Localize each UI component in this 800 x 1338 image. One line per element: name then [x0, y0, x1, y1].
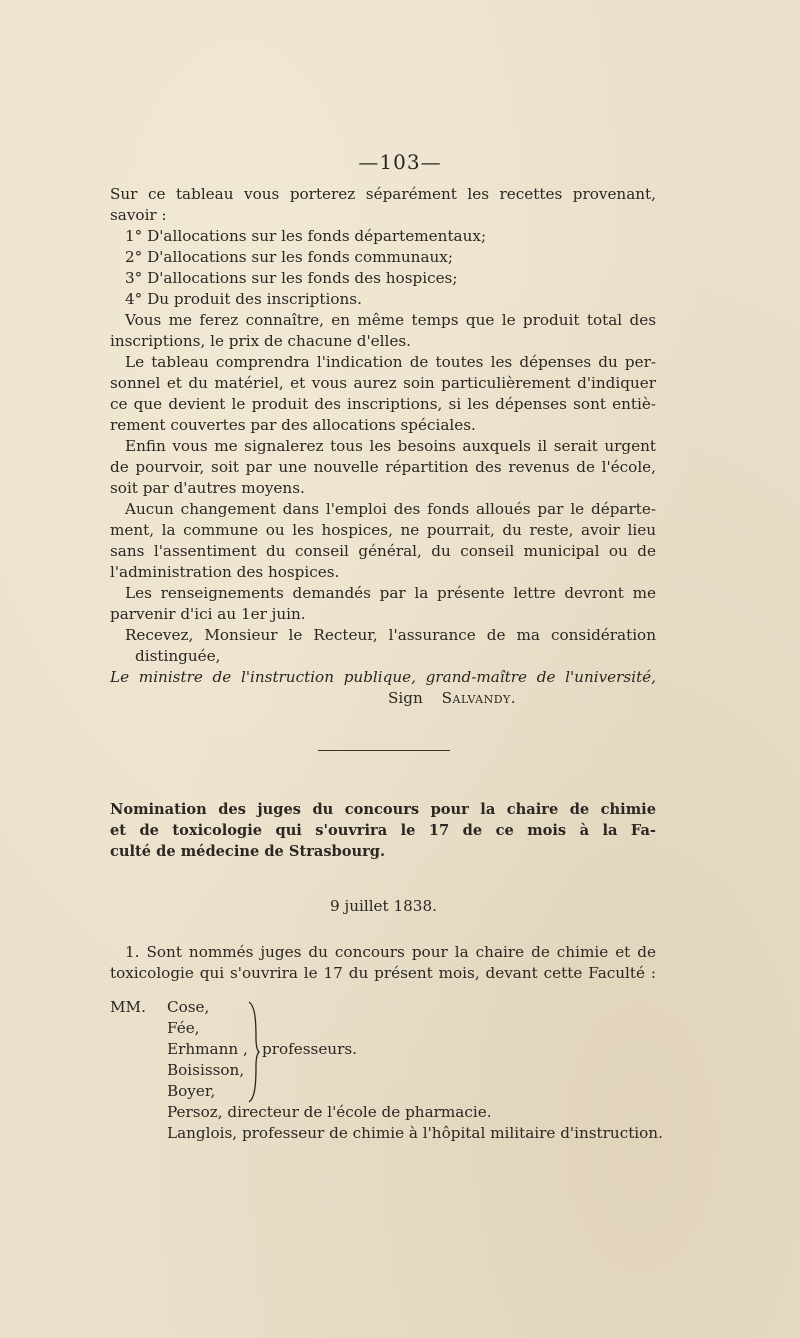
letter-line: ment, la commune ou les hospices, ne pourrait, du reste, avoir lieu: [110, 521, 656, 539]
letter-line: 4° Du produit des inscriptions.: [125, 290, 362, 308]
letter-line: 3° D'allocations sur les fonds des hospices;: [125, 269, 458, 287]
section-heading-line: Nomination des juges du concours pour la chaire de chimie: [110, 801, 656, 818]
professors-title: professeurs.: [262, 1040, 357, 1058]
letter-line: Aucun changement dans l'emploi des fonds alloués par le départe-: [125, 500, 656, 518]
professor-name: Cose,: [167, 998, 210, 1016]
letter-line: sans l'assentiment du conseil général, du conseil municipal ou de: [110, 542, 656, 560]
curly-brace-icon: [246, 1000, 260, 1104]
letter-line: de pourvoir, soit par une nouvelle répartition des revenus de l'école,: [110, 458, 656, 476]
section-heading-line: culté de médecine de Strasbourg.: [110, 843, 386, 860]
section-heading-line: et de toxicologie qui s'ouvrira le 17 de ce mois à la Fa-: [110, 822, 656, 839]
letter-line: 2° D'allocations sur les fonds communaux;: [125, 248, 453, 266]
signature-prefix: Sign: [388, 689, 423, 707]
professor-name: Erhmann ,: [167, 1040, 248, 1058]
letter-line: parvenir d'ici au 1er juin.: [110, 605, 306, 623]
letter-line: inscriptions, le prix de chacune d'elles.: [110, 332, 411, 350]
judge-line: Langlois, professeur de chimie à l'hôpital militaire d'instruction.: [167, 1124, 663, 1142]
letter-line: Vous me ferez connaître, en même temps que le produit total des: [125, 311, 656, 329]
letter-line: ce que devient le produit des inscriptions, si les dépenses sont entiè-: [110, 395, 656, 413]
letter-line: Les renseignements demandés par la présente lettre devront me: [125, 584, 656, 602]
letter-line: Recevez, Monsieur le Recteur, l'assurance de ma considération: [125, 626, 656, 644]
page-number: —103—: [358, 150, 442, 174]
letter-line: l'administration des hospices.: [110, 563, 340, 581]
signature: [388, 689, 516, 708]
letter-line: 1° D'allocations sur les fonds départementaux;: [125, 227, 487, 245]
section-divider: [318, 750, 450, 751]
professor-name: Boisisson,: [167, 1061, 245, 1079]
professor-name: Boyer,: [167, 1082, 216, 1100]
letter-line: Enfin vous me signalerez tous les besoins auxquels il serait urgent: [125, 437, 656, 455]
letter-line: Le tableau comprendra l'indication de toutes les dépenses du per-: [125, 353, 656, 371]
letter-line: rement couvertes par des allocations spéciales.: [110, 416, 476, 434]
letter-line: savoir :: [110, 206, 167, 224]
letter-line: soit par d'autres moyens.: [110, 479, 305, 497]
section-date: 9 juillet 1838.: [330, 897, 437, 915]
letter-line: sonnel et du matériel, et vous aurez soin particulièrement d'indiquer: [110, 374, 656, 392]
article-line: toxicologie qui s'ouvrira le 17 du présent mois, devant cette Faculté :: [110, 964, 656, 982]
judge-line: Persoz, directeur de l'école de pharmacie.: [167, 1103, 492, 1121]
signature-name: Salvandy.: [441, 689, 517, 707]
professor-name: Fée,: [167, 1019, 200, 1037]
letter-line: distinguée,: [135, 647, 221, 665]
judges-prefix: MM.: [110, 998, 146, 1016]
article-line: 1. Sont nommés juges du concours pour la chaire de chimie et de: [125, 943, 656, 961]
letter-line: Sur ce tableau vous porterez séparément les recettes provenant,: [110, 185, 656, 203]
signatory-title: Le ministre de l'instruction publique, grand-maître de l'université,: [110, 668, 656, 686]
